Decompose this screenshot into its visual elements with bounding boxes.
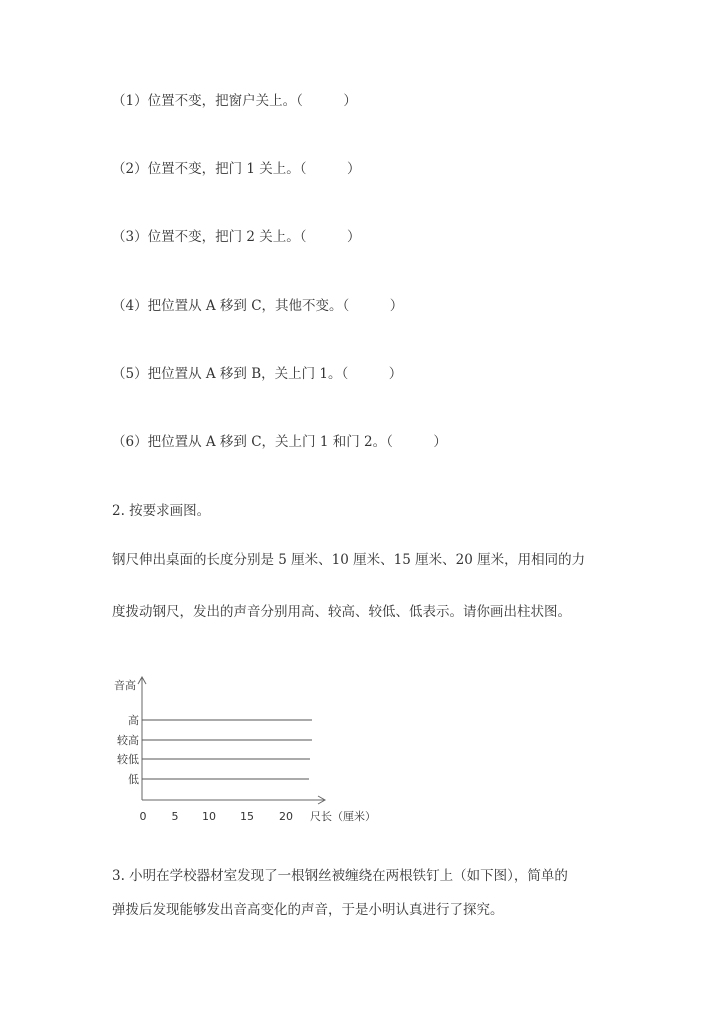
level-label: 较高 [117,734,139,747]
item-4: （4）把位置从 A 移到 C，其他不变。（ ） [112,298,404,314]
q3-line1: 3. 小明在学校器材室发现了一根钢丝被缠绕在两根铁钉上（如下图），简单的 [112,868,568,884]
q2-line1: 钢尺伸出桌面的长度分别是 5 厘米、10 厘米、15 厘米、20 厘米，用相同的力 [112,552,586,568]
item-3: （3）位置不变，把门 2 关上。（ ） [112,229,361,245]
y-label: 音高 [114,679,136,692]
item-5: （5）把位置从 A 移到 B，关上门 1。（ ） [112,366,403,382]
x-tick: 15 [240,810,254,823]
x-tick: 5 [171,810,179,823]
q2-line2: 度拨动钢尺，发出的声音分别用高、较高、较低、低表示。请你画出柱状图。 [112,604,571,620]
item-2: （2）位置不变，把门 1 关上。（ ） [112,161,361,177]
level-label: 低 [128,773,139,786]
x-label: 尺长（厘米） [310,810,376,823]
x-tick: 10 [202,810,216,823]
level-label: 高 [128,714,139,727]
level-label: 较低 [117,753,139,766]
item-6: （6）把位置从 A 移到 C，关上门 1 和门 2。（ ） [112,434,447,450]
item-1: （1）位置不变，把窗户关上。（ ） [112,93,357,109]
x-tick: 0 [139,810,147,823]
q2-title: 2. 按要求画图。 [112,503,211,519]
x-tick: 20 [279,810,293,823]
q3-line2: 弹拨后发现能够发出音高变化的声音，于是小明认真进行了探究。 [112,902,504,918]
